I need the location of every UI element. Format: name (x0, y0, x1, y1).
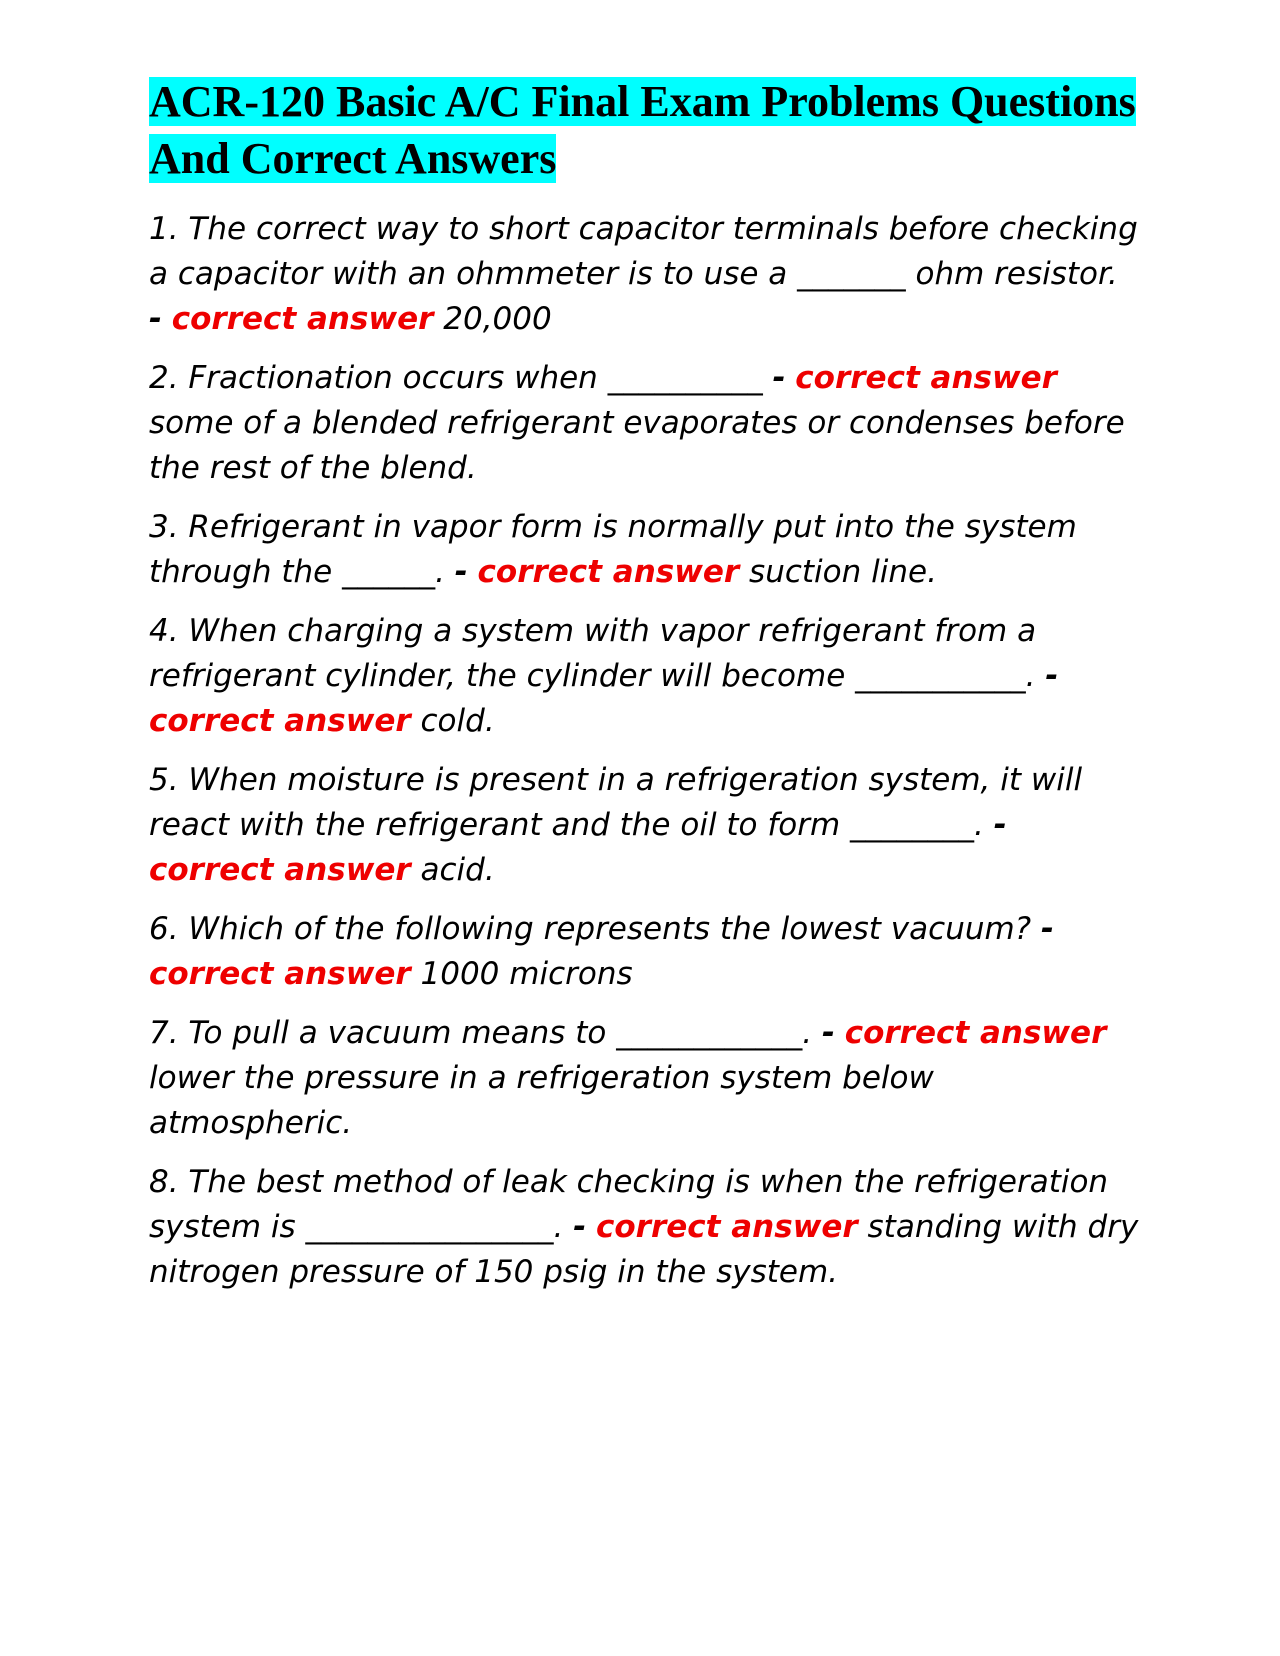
answer-text: acid. (420, 852, 495, 888)
qa-item (149, 907, 1139, 997)
document-title (149, 73, 1139, 187)
question-text: 7. To pull a vacuum means to ____________. (149, 1015, 813, 1051)
qa-item (149, 1011, 1139, 1146)
question-text: 1. The correct way to short capacitor terminals before checking a capacitor with an ohmmeter is to use a _______ ohm resistor. (149, 211, 1138, 292)
question-text: 8. The best method of leak checking is when the refrigeration system is ________________. (149, 1164, 1109, 1245)
question-text: 6. Which of the following represents the lowest vacuum? (149, 911, 1032, 947)
separator: - (573, 1209, 587, 1245)
separator: - (821, 1015, 835, 1051)
qa-item (149, 758, 1139, 893)
answer-label: correct answer (149, 852, 411, 888)
answer-label: correct answer (795, 360, 1057, 396)
answer-label: correct answer (149, 703, 411, 739)
separator: - (1045, 658, 1059, 694)
qa-list (149, 207, 1139, 1295)
answer-label: correct answer (149, 956, 411, 992)
separator: - (993, 807, 1007, 843)
answer-text: suction line. (749, 554, 937, 590)
answer-text: some of a blended refrigerant evaporates or condenses before the rest of the blend. (149, 405, 1125, 486)
answer-label: correct answer (596, 1209, 858, 1245)
qa-item (149, 505, 1139, 595)
answer-text: cold. (420, 703, 495, 739)
separator: - (149, 301, 162, 337)
title-highlight: ACR-120 Basic A/C Final Exam Problems Questions And Correct Answers (149, 77, 1136, 183)
question-text: 4. When charging a system with vapor refrigerant from a refrigerant cylinder, the cylinder will become ___________. (149, 613, 1037, 694)
question-text: 3. Refrigerant in vapor form is normally put into the system through the ______. (149, 509, 1077, 590)
qa-item (149, 356, 1139, 491)
document-page (149, 73, 1139, 1309)
answer-label: correct answer (844, 1015, 1107, 1051)
answer-text: 20,000 (443, 301, 552, 337)
qa-item (149, 609, 1139, 744)
separator: - (772, 360, 786, 396)
separator: - (1041, 911, 1054, 947)
answer-label: correct answer (477, 554, 740, 590)
answer-text: 1000 microns (420, 956, 633, 992)
question-text: 5. When moisture is present in a refrigeration system, it will react with the refrigerant and the oil to form ________. (149, 762, 1083, 843)
question-text: 2. Fractionation occurs when __________ (149, 360, 763, 396)
separator: - (454, 554, 468, 590)
answer-text: standing with dry nitrogen pressure of 150 psig in the system. (149, 1209, 1139, 1290)
answer-label: correct answer (171, 301, 434, 337)
qa-item (149, 1160, 1139, 1295)
answer-text: lower the pressure in a refrigeration system below atmospheric. (149, 1060, 934, 1141)
qa-item (149, 207, 1139, 342)
